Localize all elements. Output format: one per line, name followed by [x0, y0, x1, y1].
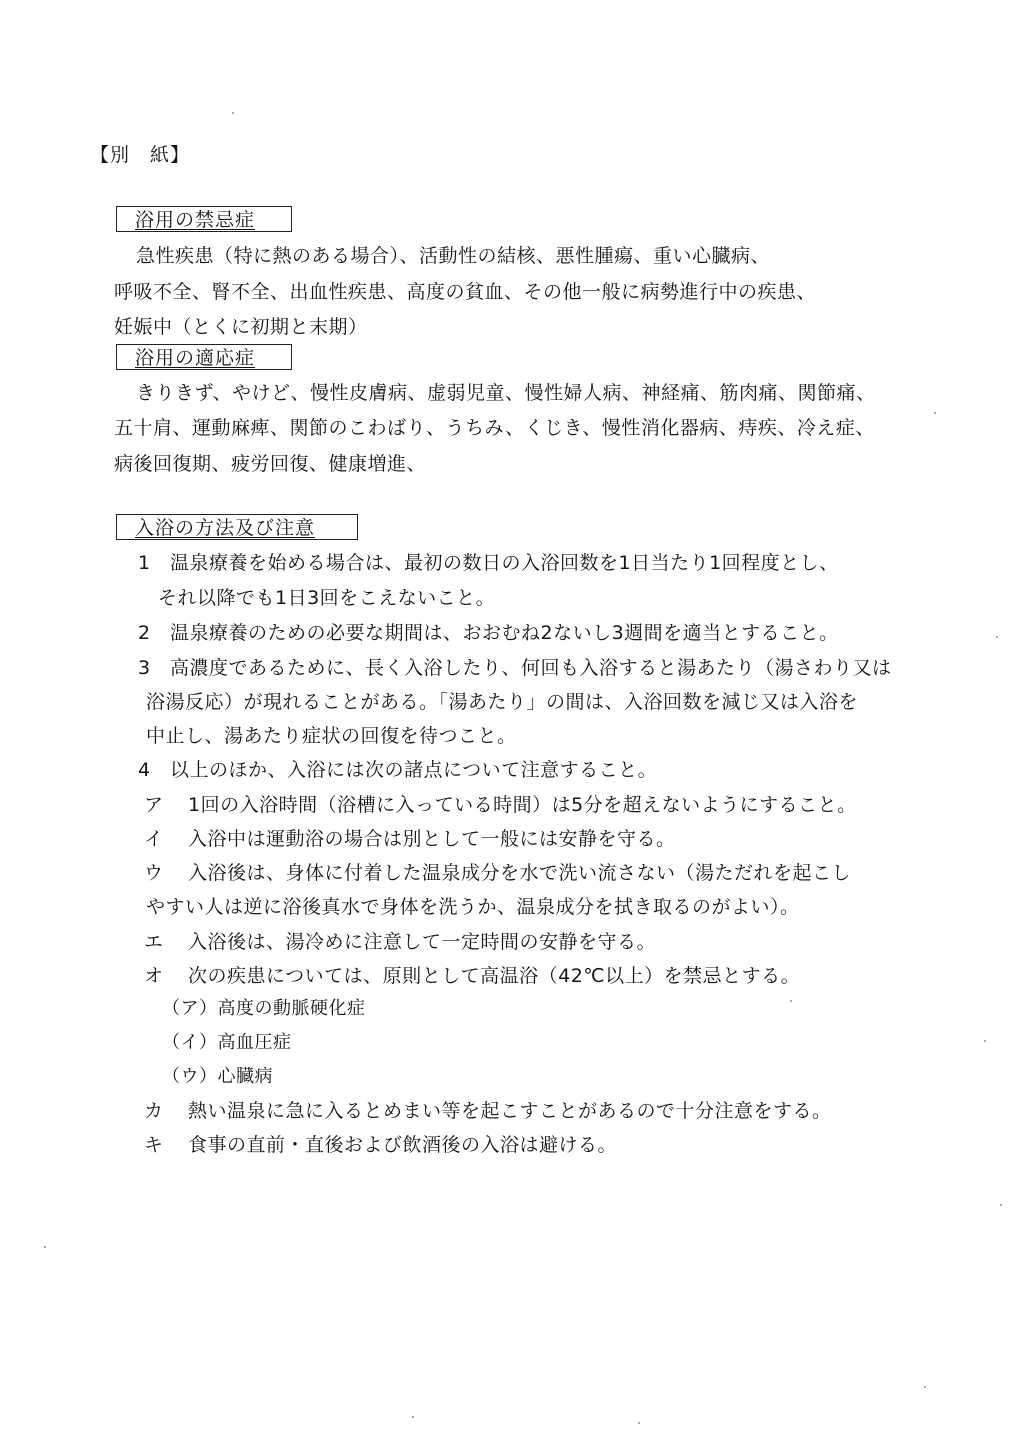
subitem-e — [144, 929, 656, 955]
disease-text: 高血圧症 — [217, 1032, 292, 1053]
subitem-label: カ — [144, 1100, 164, 1122]
subitem-label: オ — [144, 965, 164, 987]
contraindications-line: 妊娠中（とくに初期と末期） — [114, 316, 368, 338]
item-text: 温泉療養を始める場合は、最初の数日の入浴回数を1日当たり1回程度とし、 — [170, 552, 839, 574]
scan-speck — [790, 1000, 792, 1002]
disease-label: （イ） — [162, 1032, 218, 1053]
contraindications-heading: 浴用の禁忌症 — [116, 206, 292, 232]
indications-line: 病後回復期、疲労回復、健康増進、 — [114, 453, 427, 475]
item-number: 1 — [138, 552, 151, 574]
subitem-ki — [144, 1132, 617, 1158]
disease-item — [162, 996, 366, 1022]
subitem-i — [144, 826, 676, 852]
subitem-label: エ — [144, 931, 164, 953]
item-text: 以上のほか、入浴には次の諸点について注意すること。 — [170, 759, 658, 781]
scan-speck — [638, 1422, 640, 1424]
item-number: 3 — [138, 657, 151, 679]
bathing-item-3 — [138, 655, 892, 681]
scan-speck — [44, 1246, 46, 1248]
disease-label: （ウ） — [162, 1066, 218, 1087]
scan-speck — [924, 1386, 926, 1388]
subitem-o — [144, 963, 800, 989]
subitem-u — [144, 860, 851, 886]
subitem-a — [144, 792, 857, 818]
subitem-text: 入浴中は運動浴の場合は別として一般には安静を守る。 — [188, 828, 676, 850]
subitem-text: 熱い温泉に急に入るとめまい等を起こすことがあるので十分注意をする。 — [188, 1100, 832, 1122]
subitem-text: 食事の直前・直後および飲酒後の入浴は避ける。 — [188, 1134, 618, 1156]
disease-text: 高度の動脈硬化症 — [217, 998, 366, 1019]
scan-speck — [934, 412, 936, 414]
scan-speck — [984, 1040, 986, 1042]
attachment-label: 【別 紙】 — [90, 144, 191, 166]
bathing-item-1-cont: それ以降でも1日3回をこえないこと。 — [158, 587, 496, 609]
subitem-label: ウ — [144, 862, 164, 884]
subitem-u-cont: やすい人は逆に浴後真水で身体を洗うか、温泉成分を拭き取るのがよい）。 — [146, 896, 800, 918]
disease-label: （ア） — [162, 998, 218, 1019]
subitem-label: キ — [144, 1134, 164, 1156]
indications-line: きりきず、やけど、慢性皮膚病、虚弱児童、慢性婦人病、神経痛、筋肉痛、関節痛、 — [136, 382, 876, 404]
contraindications-line: 呼吸不全、腎不全、出血性疾患、高度の貧血、その他一般に病勢進行中の疾患、 — [114, 281, 817, 303]
item-number: 4 — [138, 759, 151, 781]
disease-item — [162, 1030, 292, 1056]
disease-text: 心臓病 — [217, 1066, 273, 1087]
scan-speck — [1000, 1204, 1002, 1206]
bathing-item-2 — [138, 620, 839, 646]
bathing-item-3-cont: 中止し、湯あたり症状の回復を待つこと。 — [146, 725, 517, 747]
scan-speck — [996, 636, 998, 638]
bathing-item-4 — [138, 757, 657, 783]
contraindications-line: 急性疾患（特に熱のある場合）、活動性の結核、悪性腫瘍、重い心臓病、 — [136, 245, 771, 267]
bathing-item-1 — [138, 550, 839, 576]
subitem-text: 入浴後は、湯冷めに注意して一定時間の安静を守る。 — [188, 931, 657, 953]
subitem-label: ア — [144, 794, 164, 816]
subitem-text: 入浴後は、身体に付着した温泉成分を水で洗い流さない（湯ただれを起こし — [188, 862, 852, 884]
item-number: 2 — [138, 622, 151, 644]
item-text: 高濃度であるために、長く入浴したり、何回も入浴すると湯あたり（湯さわり又は — [170, 657, 892, 679]
bathing-heading: 入浴の方法及び注意 — [116, 514, 358, 540]
subitem-text: 次の疾患については、原則として高温浴（42℃以上）を禁忌とする。 — [188, 965, 801, 987]
scan-speck — [232, 112, 234, 114]
indications-heading: 浴用の適応症 — [116, 344, 292, 370]
bathing-item-3-cont: 浴湯反応）が現れることがある。「湯あたり」の間は、入浴回数を減じ又は入浴を — [146, 691, 859, 713]
item-text: 温泉療養のための必要な期間は、おおむね2ないし3週間を適当とすること。 — [170, 622, 839, 644]
subitem-label: イ — [144, 828, 164, 850]
subitem-ka — [144, 1098, 832, 1124]
indications-line: 五十肩、運動麻痺、関節のこわばり、うちみ、くじき、慢性消化器病、痔疾、冷え症、 — [114, 417, 875, 439]
subitem-text: 1回の入浴時間（浴槽に入っている時間）は5分を超えないようにすること。 — [188, 794, 857, 816]
scan-speck — [412, 1416, 414, 1418]
disease-item — [162, 1064, 273, 1090]
